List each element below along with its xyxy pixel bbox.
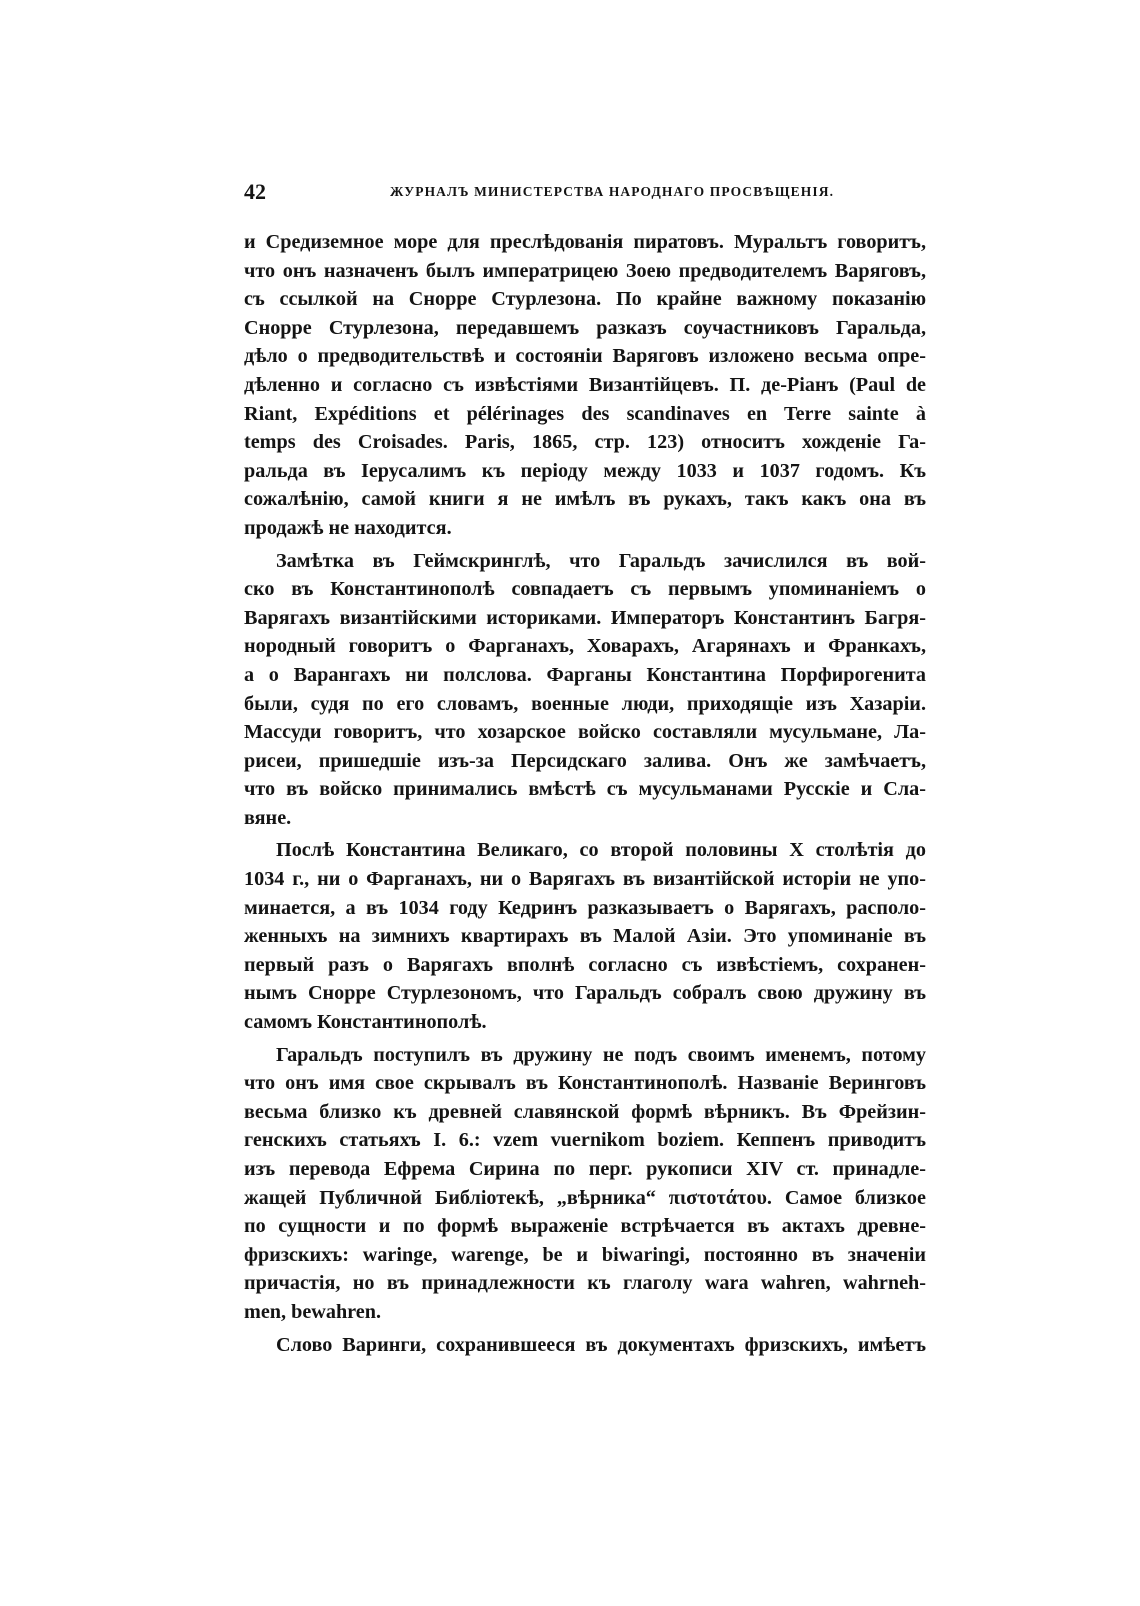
text-line: сожалѣнію, самой книги я не имѣлъ въ рукахъ, такъ какъ она въ	[244, 488, 926, 511]
journal-title: ЖУРНАЛЪ МИНИСТЕРСТВА НАРОДНАГО ПРОСВѢЩЕНІЯ.	[389, 184, 835, 199]
text-line: что въ войско принимались вмѣстѣ съ мусульманами Русскіе и Сла-	[244, 778, 926, 801]
text-line: дѣло о предводительствѣ и состояніи Варяговъ изложено весьма опре-	[244, 345, 926, 368]
text-line: вяне.	[244, 806, 292, 829]
text-line: что онъ имя свое скрывалъ въ Константинополѣ. Названіе Веринговъ	[244, 1072, 926, 1095]
text-line: дѣленно и согласно съ извѣстіями Византійцевъ. П. де-Ріанъ (Paul de	[244, 373, 926, 396]
text-line: Варягахъ византійскими историками. Императоръ Константинъ Багря-	[244, 606, 926, 629]
text-line: по сущности и по формѣ выраженіе встрѣчается въ актахъ древне-	[244, 1215, 926, 1238]
text-line: нородный говоритъ о Фарганахъ, Ховарахъ, Агарянахъ и Франкахъ,	[244, 635, 926, 658]
text-line: а о Варангахъ ни полслова. Фарганы Константина Порфирогенита	[244, 663, 926, 686]
text-line: temps des Croisades. Paris, 1865, стр. 123) относитъ хожденіе Га-	[244, 431, 926, 454]
paragraph	[244, 1041, 926, 1327]
text-line: женныхъ на зимнихъ квартирахъ въ Малой Азіи. Это упоминаніе въ	[244, 925, 926, 948]
text-line: Слово Варинги, сохранившееся въ документахъ фризскихъ, имѣетъ	[276, 1333, 926, 1356]
text-line: Замѣтка въ Геймскринглѣ, что Гаральдъ зачислился въ вой-	[276, 549, 926, 572]
text-line: изъ перевода Ефрема Сирина по перг. рукописи XIV ст. принадле-	[244, 1158, 926, 1180]
text-line: самомъ Константинополѣ.	[244, 1011, 487, 1034]
text-line: причастія, но въ принадлежности къ глаголу wara wahren, wahrneh-	[244, 1272, 926, 1295]
text-line: весьма близко къ древней славянской формѣ вѣрникъ. Въ Фрейзин-	[244, 1100, 926, 1123]
running-header	[244, 180, 926, 204]
text-line: были, судя по его словамъ, военные люди, приходящіе изъ Хазаріи.	[244, 692, 926, 715]
text-line: и Средиземное море для преслѣдованія пиратовъ. Муральтъ говоритъ,	[244, 231, 926, 253]
text-line: первый разъ о Варягахъ вполнѣ согласно съ извѣстіемъ, сохранен-	[244, 953, 926, 976]
body-text	[244, 228, 926, 1359]
text-line: съ ссылкой на Снорре Стурлезона. По крайне важному показанію	[244, 288, 926, 311]
text-line: Riant, Expéditions et pélérinages des scandinaves en Terre sainte à	[244, 402, 926, 425]
text-line: нымъ Снорре Стурлезономъ, что Гаральдъ собралъ свою дружину въ	[244, 982, 926, 1005]
text-line: продажѣ не находится.	[244, 516, 452, 539]
paragraph	[244, 547, 926, 833]
paragraph	[244, 228, 926, 543]
text-line: ральда въ Іерусалимъ къ періоду между 1033 и 1037 годомъ. Къ	[244, 459, 926, 482]
text-line: Массуди говоритъ, что хозарское войско составляли мусульмане, Ла-	[244, 721, 926, 744]
text-line: что онъ назначенъ былъ императрицею Зоею предводителемъ Варяговъ,	[244, 259, 926, 282]
paragraph	[244, 1331, 926, 1360]
text-line: фризскихъ: waringe, warenge, be и biwaringi, постоянно въ значеніи	[244, 1243, 926, 1266]
text-line: ско въ Константинополѣ совпадаетъ съ первымъ упоминаніемъ о	[244, 578, 926, 601]
text-line: генскихъ статьяхъ I. 6.: vzem vuernikom boziem. Кеппенъ приводитъ	[244, 1129, 926, 1152]
text-line: минается, а въ 1034 году Кедринъ разказываетъ о Варягахъ, располо-	[244, 896, 926, 919]
text-line: Послѣ Константина Великаго, со второй половины X столѣтія до	[276, 839, 926, 862]
text-line: men, bewahren.	[244, 1300, 382, 1323]
text-line: жащей Публичной Библіотекѣ, „вѣрника“ πιστοτάτου. Самое близкое	[244, 1186, 926, 1209]
text-line: Снорре Стурлезона, передавшемъ разказъ соучастниковъ Гаральда,	[244, 316, 926, 339]
text-line: 1034 г., ни о Фарганахъ, ни о Варягахъ въ византійской исторіи не упо-	[244, 868, 926, 891]
paragraph	[244, 836, 926, 1036]
text-line: рисеи, пришедшіе изъ-за Персидскаго залива. Онъ же замѣчаетъ,	[244, 749, 926, 772]
page-number: 42	[244, 179, 266, 204]
text-line: Гаральдъ поступилъ въ дружину не подъ своимъ именемъ, потому	[276, 1043, 926, 1066]
